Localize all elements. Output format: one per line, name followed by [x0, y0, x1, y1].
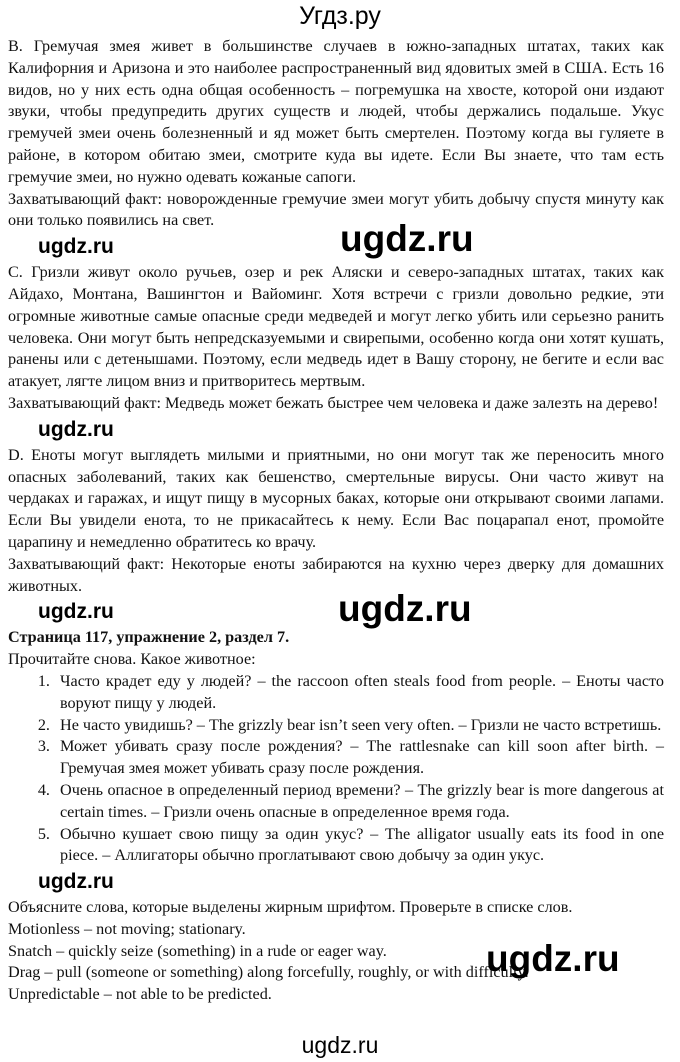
vocabulary-entry: Drag – pull (someone or something) along forcefully, roughly, or with difficulty.: [8, 963, 529, 982]
list-item: 1. Часто крадет еду у людей? – the raccoon often steals food from people. – Еноты часто воруют пищу у людей.: [54, 671, 664, 715]
vocabulary-entry: Motionless – not moving; stationary.: [8, 919, 246, 938]
site-header: Угдз.ру: [299, 2, 381, 30]
list-item: 4. Очень опасное в определенный период времени? – The grizzly bear is more dangerous at certain times. – Гризли очень опасные в определенное время года.: [54, 780, 664, 824]
paragraph-b: B. Гремучая змея живет в большинстве случаев в южно-западных штатах, таких как Калифорния и Аризона и это наиболее распространенный вид ядовитых змей в США. Есть 16 видов, но у них есть одна общая особенность – погремушка на хвосте, которой они издают звуки, чтобы предупредить других существ и людей, чтобы держались подальше. Укус гремучей змеи очень болезненный и яд может быть смертелен. Поэтому когда вы гуляете в районе, в котором обитаю змеи, смотрите куда вы идете. Если Вы знаете, что там есть гремучие змеи, но нужно одевать кожаные сапоги.: [8, 37, 664, 186]
paragraph-c: C. Гризли живут около ручьев, озер и рек Аляски и северо-западных штатах, таких как Айдахо, Монтана, Вашингтон и Вайоминг. Хотя встречи с гризли довольно редкие, эти огромные животные самые опасные среди медведей и могут легко убить или серьезно ранить человека. Они могут быть непредсказуемыми и свирепыми, особенно когда они хотят кушать, ранены или с детенышами. Поэтому, если медведь идет в Вашу сторону, не бегите и если вас атакует, лягте лицом вниз и притворитесь мертвым.: [8, 263, 664, 391]
exercise-intro: Прочитайте снова. Какое животное:: [8, 650, 256, 669]
paragraph-d: D. Еноты могут выглядеть милыми и приятными, но они могут так же переносить много опасных заболеваний, таких как бешенство, смертельные вирусы. Они часто живут на чердаках и гаражах, и ищут пищу в мусорных баках, которые они открывают своими лапами. Если Вы увидели енота, то не прикасайтесь к нему. Если Вас поцарапал енот, промойте царапину и немедленно обратитесь ко врачу.: [8, 445, 664, 551]
vocabulary-intro: Объясните слова, которые выделены жирным шрифтом. Проверьте в списке слов.: [8, 898, 573, 917]
list-item: 3. Может убивать сразу после рождения? – The rattlesnake can kill soon after birth. – Гремучая змея может убивать сразу после рождения.: [54, 736, 664, 780]
document-body: [8, 36, 664, 1006]
list-item: 5. Обычно кушает свою пищу за один укус? – The alligator usually eats its food in one piece. – Аллигаторы обычно проглатывают свою добычу за один укус.: [54, 824, 664, 868]
fact-d: Захватывающий факт: Некоторые еноты забираются на кухню через дверку для домашних животных.: [8, 554, 664, 595]
watermark: ugdz.ru: [38, 235, 114, 259]
fact-b: Захватывающий факт: новорожденные гремучие змеи могут убить добычу спустя минуту как они только появились на свет.: [8, 189, 664, 230]
watermark: ugdz.ru: [38, 600, 114, 624]
list-item: 2. Не часто увидишь? – The grizzly bear isn’t seen very often. – Гризли не часто встретишь.: [54, 715, 664, 737]
watermark: ugdz.ru: [340, 218, 474, 259]
exercise-title: Страница 117, упражнение 2, раздел 7.: [8, 628, 290, 647]
watermark: ugdz.ru: [38, 870, 114, 894]
watermark: ugdz.ru: [338, 588, 472, 629]
fact-c: Захватывающий факт: Медведь может бежать быстрее чем человека и даже залезть на дерево!: [8, 393, 659, 412]
watermark: ugdz.ru: [38, 417, 114, 441]
exercise-list: [8, 671, 664, 867]
watermark: ugdz.ru: [486, 938, 620, 979]
vocabulary-entry: Snatch – quickly seize (something) in a rude or eager way.: [8, 941, 387, 960]
vocabulary-entry: Unpredictable – not able to be predicted.: [8, 985, 272, 1004]
footer-watermark: ugdz.ru: [301, 1032, 379, 1058]
